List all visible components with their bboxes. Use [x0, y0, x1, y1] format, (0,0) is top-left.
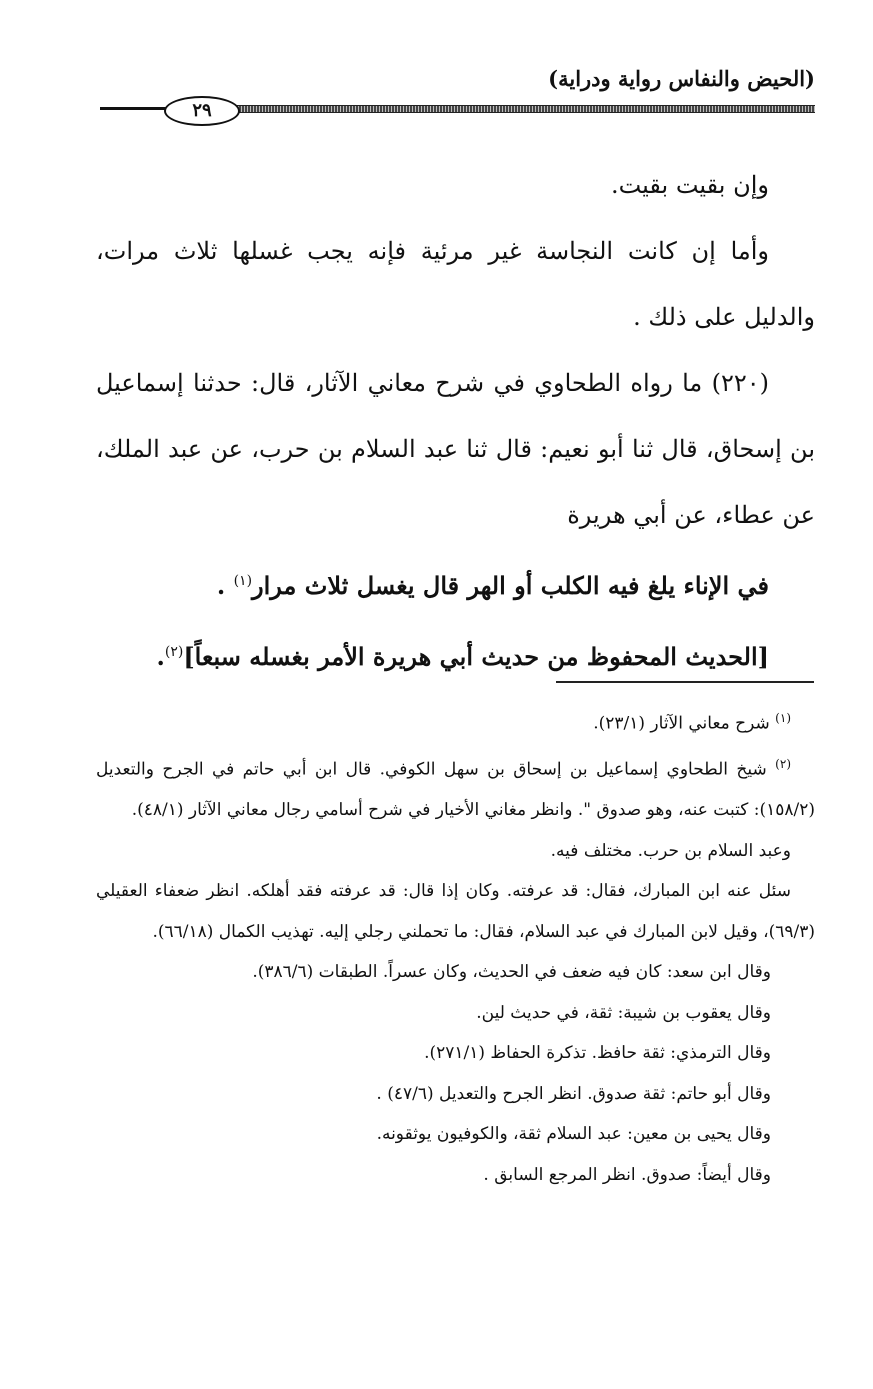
header-rule: [236, 105, 815, 113]
footnote-2: [96, 744, 815, 831]
footnote-line: سئل عنه ابن المبارك، فقال: قد عرفته. وكان إذا قال: قد عرفته فقد أهلكه. انظر ضعفاء العقيلي (٦٩/٣)، وقيل لابن المبارك في عبد السلام، فقال: ما تحملني رجلي إليه. تهذيب الكمال (٦٦/١٨).: [96, 881, 815, 942]
paragraph-2: وأما إن كانت النجاسة غير مرئية فإنه يجب غسلها ثلاث مرات، والدليل على ذلك .: [96, 237, 815, 331]
main-text: [96, 152, 815, 690]
page-number: ٢٩: [164, 96, 240, 126]
hadith-body: في الإناء يلغ فيه الكلب أو الهر قال يغسل ثلاث مرار: [252, 571, 769, 600]
footnote-2-mark: (٢): [775, 757, 791, 772]
footnote-line: وقال يحيى بن معين: عبد السلام ثقة، والكوفيون يوثقونه.: [376, 1124, 771, 1145]
footnote-1-mark: (١): [775, 711, 791, 725]
footnote-line: وقال ابن سعد: كان فيه ضعف في الحديث، وكان عسراً. الطبقات (٣٨٦/٦).: [252, 962, 771, 983]
hadith-end: .: [216, 571, 234, 600]
paragraph-3: (٢٢٠) ما رواه الطحاوي في شرح معاني الآثار، قال: حدثنا إسماعيل بن إسحاق، قال ثنا أبو نعيم: قال ثنا عبد السلام بن حرب، عن عبد الملك، عن عطاء، عن أبي هريرة: [96, 369, 815, 529]
running-title: (الحيض والنفاس رواية ودراية): [548, 66, 815, 91]
footnote-ref-2: (٢): [164, 644, 184, 660]
footnote-line: وقال أبو حاتم: ثقة صدوق. انظر الجرح والتعديل (٤٧/٦) .: [376, 1083, 771, 1104]
footnote-line: وقال أيضاً: صدوق. انظر المرجع السابق .: [483, 1164, 771, 1185]
footnote-1-text: شرح معاني الآثار (٢٣/١).: [593, 713, 776, 734]
header-rule-left: [100, 107, 166, 110]
footnote-separator: [556, 681, 814, 683]
footnote-ref-1: (١): [233, 573, 253, 589]
footnote-1: [96, 698, 815, 744]
footnote-2-text: شيخ الطحاوي إسماعيل بن إسحاق بن سهل الكوفي. قال ابن أبي حاتم في الجرح والتعديل (١٥٨/٢): كتبت عنه، وهو صدوق ". وانظر مغاني الأخيار في شرح أسامي رجال معاني الآثار (٤٨/١).: [96, 759, 815, 821]
footnote-line: وقال الترمذي: ثقة حافظ. تذكرة الحفاظ (٢٧١/١).: [424, 1043, 771, 1064]
grading-end: .: [156, 642, 165, 671]
grading-body: [الحديث المحفوظ من حديث أبي هريرة الأمر بغسله سبعاً]: [183, 642, 769, 671]
hadith-grading: [96, 619, 815, 690]
paragraph-1: وإن بقيت بقيت.: [610, 171, 769, 199]
footnote-line: وقال يعقوب بن شيبة: ثقة، في حديث لين.: [476, 1002, 771, 1023]
footnotes: [96, 698, 815, 1195]
hadith-text: [96, 548, 815, 619]
footnote-line: وعبد السلام بن حرب. مختلف فيه.: [550, 840, 791, 861]
